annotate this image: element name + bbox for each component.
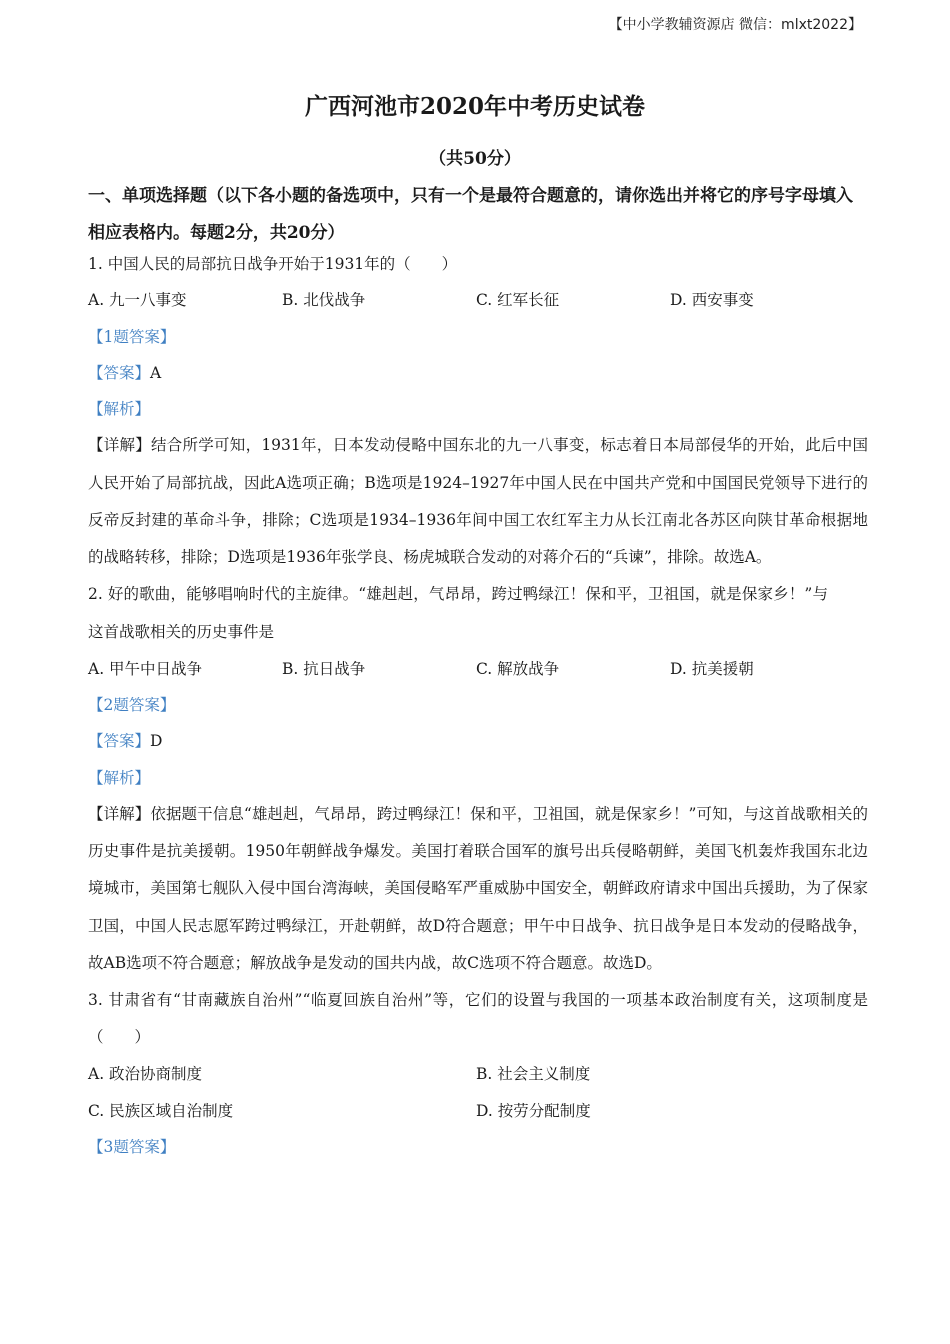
option-d: D. 抗美援朝	[670, 659, 754, 678]
page-subtitle: （共50分）	[429, 149, 521, 169]
detail-text: 结合所学可知，1931年，日本发动侵略中国东北的九一八事变，标志着日本局部侵华的开始，此后中国人民开始了局部抗战，因此A选项正确；B选项是1924–1927年中国人民在中国共产党和中国国民党领导下进行的反帝反封建的革命斗争，排除；C选项是1934–1936年间中国工农红军主力从长江南北各苏区向陕甘革命根据地的战略转移，排除；D选项是1936年张学良、杨虎城联合发动的对蒋介石的“兵谏”，排除。故选A。	[88, 436, 868, 567]
detail-label: 【详解】	[88, 436, 152, 455]
option-b: B. 北伐战争	[282, 291, 366, 310]
answer-tag: 【3题答案】	[88, 1137, 176, 1156]
question-list	[88, 246, 868, 1165]
answer-line	[88, 723, 868, 759]
detail-text: 依据题干信息“雄赳赳，气昂昂，跨过鸭绿江！保和平，卫祖国，就是保家乡！”可知，与这首战歌相关的历史事件是抗美援朝。1950年朝鲜战争爆发。美国打着联合国军的旗号出兵侵略朝鲜，美国飞机轰炸我国东北边境城市，美国第七舰队入侵中国台湾海峡，美国侵略军严重威胁中国安全，朝鲜政府请求中国出兵援助，为了保家卫国，中国人民志愿军跨过鸭绿江，开赴朝鲜，故D符合题意；甲午中日战争、抗日战争是日本发动的侵略战争，故AB选项不符合题意；解放战争是发动的国共内战，故C选项不符合题意。故选D。	[88, 804, 868, 972]
option-row	[88, 1056, 868, 1092]
section-heading: 一、单项选择题（以下各小题的备选项中，只有一个是最符合题意的，请你选出并将它的序号字母填入相应表格内。每题2分，共20分）	[88, 186, 853, 243]
option-row	[88, 282, 868, 318]
option-a: A. 政治协商制度	[88, 1065, 203, 1084]
question-1	[88, 246, 868, 576]
question-stem: 3. 甘肃省有“甘南藏族自治州”“临夏回族自治州”等，它们的设置与我国的一项基本政治制度有关，这项制度是（ ）	[88, 990, 868, 1047]
answer-value: A	[150, 363, 162, 382]
option-b: B. 社会主义制度	[476, 1065, 591, 1084]
answer-label: 【答案】	[88, 732, 151, 751]
answer-tag: 【1题答案】	[88, 327, 176, 346]
answer-value: D	[150, 732, 163, 751]
answer-label: 【答案】	[88, 363, 151, 382]
option-row	[88, 1093, 868, 1129]
page-header: 【中小学教辅资源店 微信：mlxt2022】	[608, 17, 862, 33]
page-title: 广西河池市2020年中考历史试卷	[304, 93, 645, 120]
option-c: C. 红军长征	[476, 291, 560, 310]
option-c: C. 民族区域自治制度	[88, 1101, 234, 1120]
question-stem: 1. 中国人民的局部抗日战争开始于1931年的（ ）	[88, 255, 458, 273]
option-c: C. 解放战争	[476, 659, 560, 678]
question-stem: 2. 好的歌曲，能够唱响时代的主旋律。“雄赳赳，气昂昂，跨过鸭绿江！保和平，卫祖国，就是保家乡！”与这首战歌相关的历史事件是	[88, 585, 828, 641]
detail-paragraph	[88, 427, 868, 576]
analysis-label: 【解析】	[88, 768, 151, 787]
option-d: D. 按劳分配制度	[476, 1101, 591, 1120]
detail-paragraph	[88, 796, 868, 982]
option-b: B. 抗日战争	[282, 659, 366, 678]
option-a: A. 甲午中日战争	[88, 659, 203, 678]
analysis-label: 【解析】	[88, 400, 151, 419]
question-3	[88, 982, 868, 1165]
question-2	[88, 576, 868, 982]
option-row	[88, 651, 868, 687]
option-a: A. 九一八事变	[88, 291, 187, 310]
answer-tag: 【2题答案】	[88, 696, 176, 714]
option-d: D. 西安事变	[670, 291, 754, 310]
answer-line	[88, 355, 868, 391]
detail-label: 【详解】	[88, 804, 151, 823]
